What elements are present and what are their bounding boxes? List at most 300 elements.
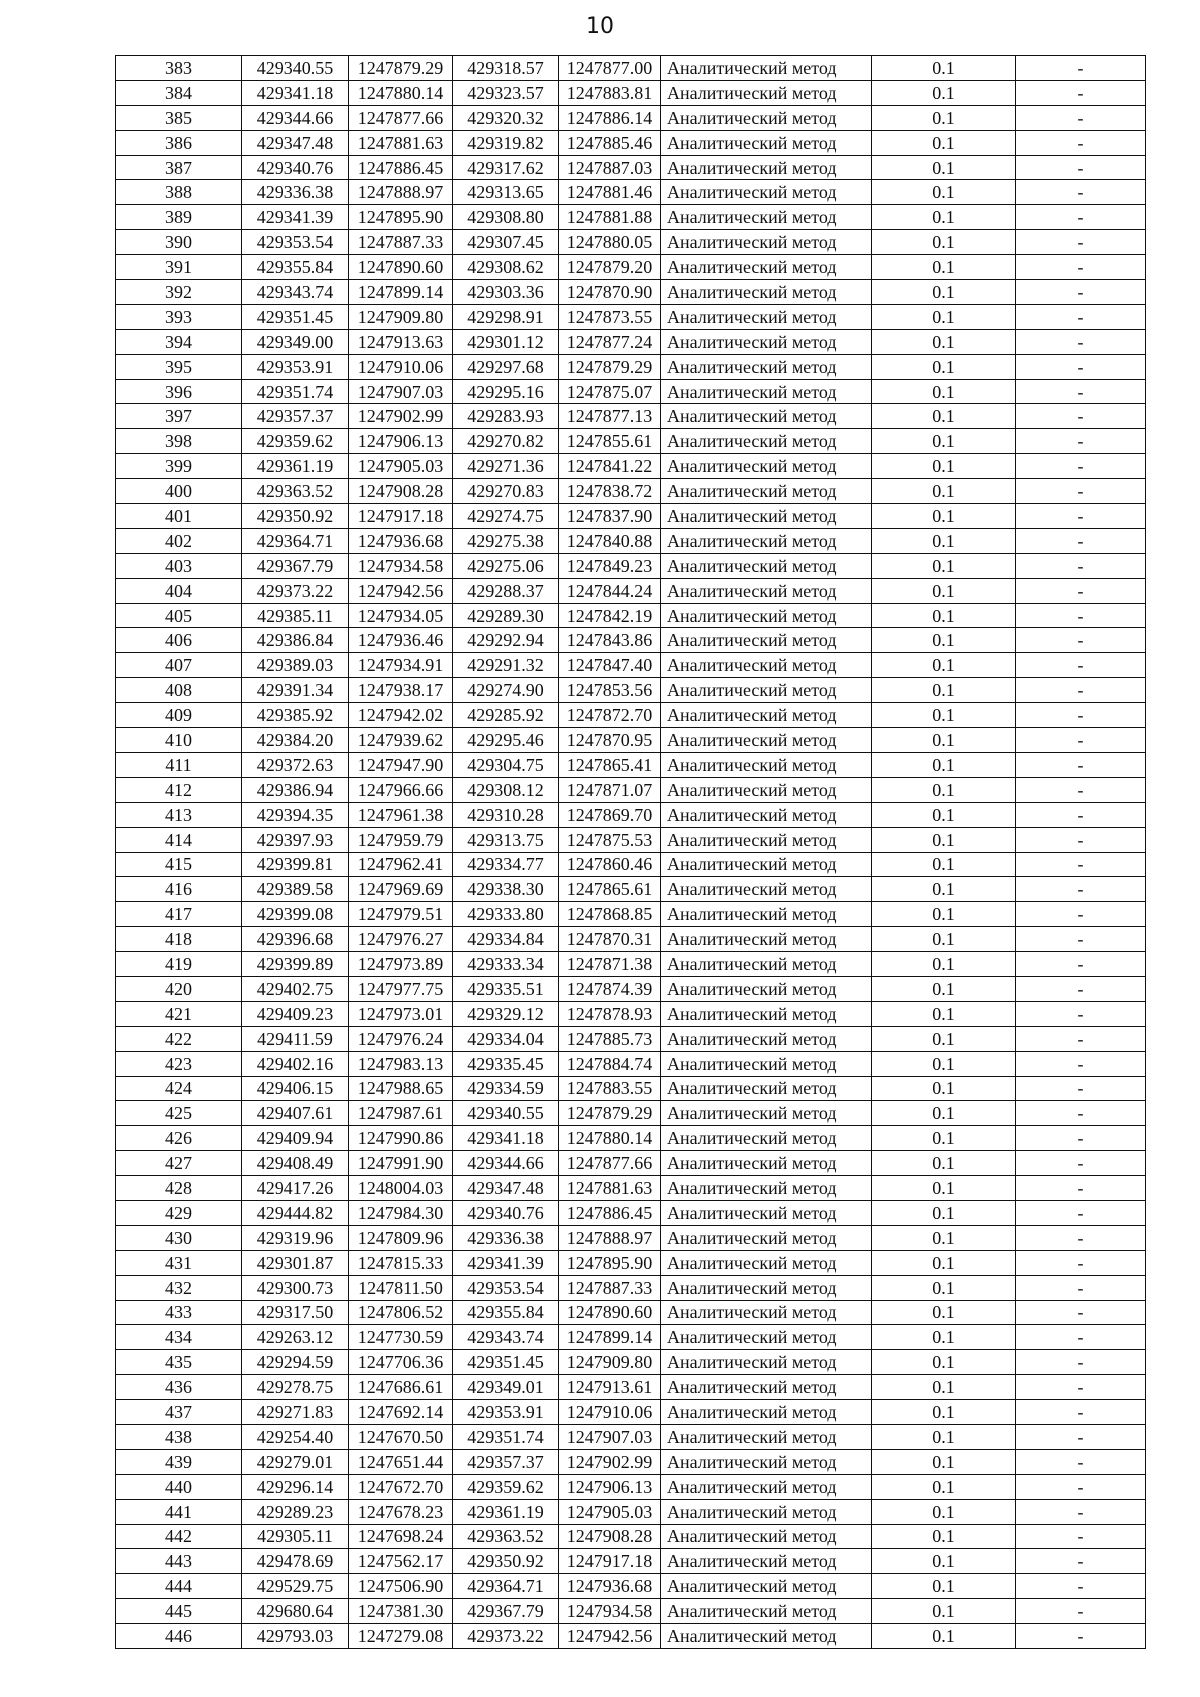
note-cell: -: [1016, 1574, 1146, 1599]
method-cell: Аналитический метод: [661, 1350, 872, 1375]
note-cell: -: [1016, 1524, 1146, 1549]
y1-cell: 1247706.36: [349, 1350, 453, 1375]
x2-cell: 429270.82: [453, 429, 559, 454]
x2-cell: 429361.19: [453, 1499, 559, 1524]
x1-cell: 429407.61: [242, 1101, 349, 1126]
y2-cell: 1247883.81: [559, 80, 661, 105]
y2-cell: 1247886.14: [559, 105, 661, 130]
accuracy-cell: 0.1: [872, 728, 1016, 753]
x1-cell: 429386.94: [242, 777, 349, 802]
x2-cell: 429288.37: [453, 578, 559, 603]
y2-cell: 1247881.63: [559, 1176, 661, 1201]
y2-cell: 1247908.28: [559, 1524, 661, 1549]
table-row: [116, 429, 1146, 454]
accuracy-cell: 0.1: [872, 1400, 1016, 1425]
accuracy-cell: 0.1: [872, 230, 1016, 255]
point-number-cell: 445: [116, 1599, 242, 1624]
x1-cell: 429336.38: [242, 180, 349, 205]
method-cell: Аналитический метод: [661, 1076, 872, 1101]
x2-cell: 429329.12: [453, 1001, 559, 1026]
note-cell: -: [1016, 1126, 1146, 1151]
accuracy-cell: 0.1: [872, 1325, 1016, 1350]
y2-cell: 1247870.95: [559, 728, 661, 753]
method-cell: Аналитический метод: [661, 1375, 872, 1400]
accuracy-cell: 0.1: [872, 1499, 1016, 1524]
point-number-cell: 425: [116, 1101, 242, 1126]
point-number-cell: 404: [116, 578, 242, 603]
y1-cell: 1247983.13: [349, 1051, 453, 1076]
y1-cell: 1247907.03: [349, 379, 453, 404]
point-number-cell: 439: [116, 1449, 242, 1474]
y1-cell: 1247913.63: [349, 329, 453, 354]
y2-cell: 1247913.61: [559, 1375, 661, 1400]
accuracy-cell: 0.1: [872, 155, 1016, 180]
y2-cell: 1247868.85: [559, 902, 661, 927]
accuracy-cell: 0.1: [872, 130, 1016, 155]
x2-cell: 429349.01: [453, 1375, 559, 1400]
method-cell: Аналитический метод: [661, 304, 872, 329]
point-number-cell: 388: [116, 180, 242, 205]
note-cell: -: [1016, 230, 1146, 255]
x2-cell: 429270.83: [453, 479, 559, 504]
x1-cell: 429294.59: [242, 1350, 349, 1375]
method-cell: Аналитический метод: [661, 1300, 872, 1325]
x2-cell: 429341.18: [453, 1126, 559, 1151]
x2-cell: 429357.37: [453, 1449, 559, 1474]
x2-cell: 429275.38: [453, 528, 559, 553]
accuracy-cell: 0.1: [872, 404, 1016, 429]
x2-cell: 429323.57: [453, 80, 559, 105]
note-cell: -: [1016, 1151, 1146, 1176]
y1-cell: 1247815.33: [349, 1250, 453, 1275]
note-cell: -: [1016, 1474, 1146, 1499]
point-number-cell: 391: [116, 255, 242, 280]
table-row: [116, 1275, 1146, 1300]
table-row: [116, 1151, 1146, 1176]
note-cell: -: [1016, 1599, 1146, 1624]
x1-cell: 429341.18: [242, 80, 349, 105]
note-cell: -: [1016, 852, 1146, 877]
y1-cell: 1247902.99: [349, 404, 453, 429]
y2-cell: 1247883.55: [559, 1076, 661, 1101]
method-cell: Аналитический метод: [661, 976, 872, 1001]
note-cell: -: [1016, 379, 1146, 404]
y2-cell: 1247870.90: [559, 280, 661, 305]
x2-cell: 429313.75: [453, 827, 559, 852]
y1-cell: 1247973.01: [349, 1001, 453, 1026]
note-cell: -: [1016, 280, 1146, 305]
x2-cell: 429347.48: [453, 1176, 559, 1201]
method-cell: Аналитический метод: [661, 777, 872, 802]
method-cell: Аналитический метод: [661, 902, 872, 927]
point-number-cell: 420: [116, 976, 242, 1001]
point-number-cell: 432: [116, 1275, 242, 1300]
method-cell: Аналитический метод: [661, 1549, 872, 1574]
y2-cell: 1247906.13: [559, 1474, 661, 1499]
x1-cell: 429411.59: [242, 1026, 349, 1051]
point-number-cell: 406: [116, 628, 242, 653]
x1-cell: 429406.15: [242, 1076, 349, 1101]
note-cell: -: [1016, 429, 1146, 454]
table-row: [116, 329, 1146, 354]
point-number-cell: 397: [116, 404, 242, 429]
point-number-cell: 423: [116, 1051, 242, 1076]
method-cell: Аналитический метод: [661, 1574, 872, 1599]
y2-cell: 1247878.93: [559, 1001, 661, 1026]
x2-cell: 429355.84: [453, 1300, 559, 1325]
x2-cell: 429271.36: [453, 454, 559, 479]
accuracy-cell: 0.1: [872, 304, 1016, 329]
y1-cell: 1248004.03: [349, 1176, 453, 1201]
accuracy-cell: 0.1: [872, 1051, 1016, 1076]
method-cell: Аналитический метод: [661, 404, 872, 429]
method-cell: Аналитический метод: [661, 454, 872, 479]
y2-cell: 1247934.58: [559, 1599, 661, 1624]
table-row: [116, 255, 1146, 280]
x2-cell: 429351.45: [453, 1350, 559, 1375]
y2-cell: 1247885.46: [559, 130, 661, 155]
accuracy-cell: 0.1: [872, 802, 1016, 827]
x2-cell: 429334.59: [453, 1076, 559, 1101]
y2-cell: 1247875.07: [559, 379, 661, 404]
y1-cell: 1247887.33: [349, 230, 453, 255]
accuracy-cell: 0.1: [872, 1449, 1016, 1474]
y1-cell: 1247942.02: [349, 703, 453, 728]
table-row: [116, 927, 1146, 952]
x2-cell: 429285.92: [453, 703, 559, 728]
x1-cell: 429350.92: [242, 504, 349, 529]
accuracy-cell: 0.1: [872, 56, 1016, 81]
table-row: [116, 628, 1146, 653]
x2-cell: 429338.30: [453, 877, 559, 902]
point-number-cell: 411: [116, 752, 242, 777]
y2-cell: 1247842.19: [559, 603, 661, 628]
method-cell: Аналитический метод: [661, 1200, 872, 1225]
accuracy-cell: 0.1: [872, 1474, 1016, 1499]
y1-cell: 1247908.28: [349, 479, 453, 504]
x2-cell: 429335.45: [453, 1051, 559, 1076]
x1-cell: 429300.73: [242, 1275, 349, 1300]
y2-cell: 1247877.24: [559, 329, 661, 354]
y2-cell: 1247887.33: [559, 1275, 661, 1300]
x1-cell: 429389.58: [242, 877, 349, 902]
x1-cell: 429340.76: [242, 155, 349, 180]
point-number-cell: 417: [116, 902, 242, 927]
x2-cell: 429341.39: [453, 1250, 559, 1275]
y2-cell: 1247880.14: [559, 1126, 661, 1151]
y1-cell: 1247678.23: [349, 1499, 453, 1524]
note-cell: -: [1016, 976, 1146, 1001]
x2-cell: 429359.62: [453, 1474, 559, 1499]
table-row: [116, 1076, 1146, 1101]
x2-cell: 429289.30: [453, 603, 559, 628]
point-number-cell: 402: [116, 528, 242, 553]
note-cell: -: [1016, 130, 1146, 155]
x2-cell: 429343.74: [453, 1325, 559, 1350]
x2-cell: 429295.16: [453, 379, 559, 404]
y1-cell: 1247977.75: [349, 976, 453, 1001]
x1-cell: 429680.64: [242, 1599, 349, 1624]
y1-cell: 1247961.38: [349, 802, 453, 827]
table-row: [116, 752, 1146, 777]
y1-cell: 1247886.45: [349, 155, 453, 180]
table-row: [116, 80, 1146, 105]
accuracy-cell: 0.1: [872, 528, 1016, 553]
point-number-cell: 440: [116, 1474, 242, 1499]
method-cell: Аналитический метод: [661, 379, 872, 404]
accuracy-cell: 0.1: [872, 1200, 1016, 1225]
point-number-cell: 438: [116, 1424, 242, 1449]
accuracy-cell: 0.1: [872, 180, 1016, 205]
note-cell: -: [1016, 603, 1146, 628]
y2-cell: 1247909.80: [559, 1350, 661, 1375]
note-cell: -: [1016, 877, 1146, 902]
point-number-cell: 409: [116, 703, 242, 728]
note-cell: -: [1016, 404, 1146, 429]
accuracy-cell: 0.1: [872, 703, 1016, 728]
y2-cell: 1247847.40: [559, 653, 661, 678]
table-row: [116, 1624, 1146, 1649]
point-number-cell: 408: [116, 678, 242, 703]
table-row: [116, 1300, 1146, 1325]
table-row: [116, 1001, 1146, 1026]
table-row: [116, 180, 1146, 205]
x1-cell: 429357.37: [242, 404, 349, 429]
accuracy-cell: 0.1: [872, 1250, 1016, 1275]
table-row: [116, 802, 1146, 827]
x2-cell: 429364.71: [453, 1574, 559, 1599]
note-cell: -: [1016, 1275, 1146, 1300]
point-number-cell: 407: [116, 653, 242, 678]
x2-cell: 429351.74: [453, 1424, 559, 1449]
point-number-cell: 405: [116, 603, 242, 628]
x1-cell: 429271.83: [242, 1400, 349, 1425]
method-cell: Аналитический метод: [661, 1325, 872, 1350]
method-cell: Аналитический метод: [661, 1599, 872, 1624]
point-number-cell: 387: [116, 155, 242, 180]
y1-cell: 1247936.68: [349, 528, 453, 553]
note-cell: -: [1016, 105, 1146, 130]
method-cell: Аналитический метод: [661, 180, 872, 205]
table-row: [116, 578, 1146, 603]
method-cell: Аналитический метод: [661, 752, 872, 777]
x1-cell: 429391.34: [242, 678, 349, 703]
table-row: [116, 56, 1146, 81]
note-cell: -: [1016, 479, 1146, 504]
note-cell: -: [1016, 1350, 1146, 1375]
y1-cell: 1247909.80: [349, 304, 453, 329]
method-cell: Аналитический метод: [661, 280, 872, 305]
method-cell: Аналитический метод: [661, 653, 872, 678]
y1-cell: 1247888.97: [349, 180, 453, 205]
x1-cell: 429279.01: [242, 1449, 349, 1474]
point-number-cell: 444: [116, 1574, 242, 1599]
y1-cell: 1247910.06: [349, 354, 453, 379]
x2-cell: 429308.12: [453, 777, 559, 802]
accuracy-cell: 0.1: [872, 105, 1016, 130]
table-row: [116, 1400, 1146, 1425]
y2-cell: 1247879.29: [559, 354, 661, 379]
method-cell: Аналитический метод: [661, 877, 872, 902]
note-cell: -: [1016, 304, 1146, 329]
accuracy-cell: 0.1: [872, 927, 1016, 952]
y1-cell: 1247672.70: [349, 1474, 453, 1499]
table-row: [116, 1549, 1146, 1574]
y2-cell: 1247870.31: [559, 927, 661, 952]
y2-cell: 1247849.23: [559, 553, 661, 578]
accuracy-cell: 0.1: [872, 827, 1016, 852]
y2-cell: 1247887.03: [559, 155, 661, 180]
note-cell: -: [1016, 752, 1146, 777]
y2-cell: 1247872.70: [559, 703, 661, 728]
accuracy-cell: 0.1: [872, 1026, 1016, 1051]
point-number-cell: 414: [116, 827, 242, 852]
method-cell: Аналитический метод: [661, 230, 872, 255]
x2-cell: 429336.38: [453, 1225, 559, 1250]
point-number-cell: 395: [116, 354, 242, 379]
table-row: [116, 1524, 1146, 1549]
accuracy-cell: 0.1: [872, 1350, 1016, 1375]
note-cell: -: [1016, 155, 1146, 180]
note-cell: -: [1016, 1076, 1146, 1101]
y1-cell: 1247988.65: [349, 1076, 453, 1101]
method-cell: Аналитический метод: [661, 56, 872, 81]
method-cell: Аналитический метод: [661, 728, 872, 753]
table-row: [116, 1474, 1146, 1499]
x1-cell: 429347.48: [242, 130, 349, 155]
x1-cell: 429278.75: [242, 1375, 349, 1400]
y1-cell: 1247959.79: [349, 827, 453, 852]
x1-cell: 429397.93: [242, 827, 349, 852]
method-cell: Аналитический метод: [661, 952, 872, 977]
point-number-cell: 421: [116, 1001, 242, 1026]
note-cell: -: [1016, 528, 1146, 553]
y1-cell: 1247698.24: [349, 1524, 453, 1549]
y1-cell: 1247938.17: [349, 678, 453, 703]
method-cell: Аналитический метод: [661, 1474, 872, 1499]
y2-cell: 1247874.39: [559, 976, 661, 1001]
x1-cell: 429402.75: [242, 976, 349, 1001]
method-cell: Аналитический метод: [661, 1051, 872, 1076]
accuracy-cell: 0.1: [872, 454, 1016, 479]
point-number-cell: 441: [116, 1499, 242, 1524]
table-row: [116, 1599, 1146, 1624]
note-cell: -: [1016, 1001, 1146, 1026]
point-number-cell: 418: [116, 927, 242, 952]
y1-cell: 1247984.30: [349, 1200, 453, 1225]
note-cell: -: [1016, 354, 1146, 379]
table-row: [116, 504, 1146, 529]
point-number-cell: 436: [116, 1375, 242, 1400]
accuracy-cell: 0.1: [872, 205, 1016, 230]
y1-cell: 1247936.46: [349, 628, 453, 653]
note-cell: -: [1016, 56, 1146, 81]
table-row: [116, 404, 1146, 429]
y1-cell: 1247651.44: [349, 1449, 453, 1474]
note-cell: -: [1016, 678, 1146, 703]
table-row: [116, 553, 1146, 578]
note-cell: -: [1016, 553, 1146, 578]
x1-cell: 429319.96: [242, 1225, 349, 1250]
x1-cell: 429317.50: [242, 1300, 349, 1325]
point-number-cell: 399: [116, 454, 242, 479]
x1-cell: 429254.40: [242, 1424, 349, 1449]
y2-cell: 1247905.03: [559, 1499, 661, 1524]
note-cell: -: [1016, 578, 1146, 603]
y1-cell: 1247562.17: [349, 1549, 453, 1574]
x1-cell: 429372.63: [242, 752, 349, 777]
x1-cell: 429367.79: [242, 553, 349, 578]
accuracy-cell: 0.1: [872, 1300, 1016, 1325]
x2-cell: 429319.82: [453, 130, 559, 155]
y1-cell: 1247879.29: [349, 56, 453, 81]
x1-cell: 429289.23: [242, 1499, 349, 1524]
y2-cell: 1247902.99: [559, 1449, 661, 1474]
y2-cell: 1247865.61: [559, 877, 661, 902]
y1-cell: 1247990.86: [349, 1126, 453, 1151]
x2-cell: 429301.12: [453, 329, 559, 354]
note-cell: -: [1016, 1499, 1146, 1524]
note-cell: -: [1016, 1300, 1146, 1325]
y1-cell: 1247947.90: [349, 752, 453, 777]
table-row: [116, 1225, 1146, 1250]
x2-cell: 429304.75: [453, 752, 559, 777]
y2-cell: 1247879.20: [559, 255, 661, 280]
note-cell: -: [1016, 827, 1146, 852]
note-cell: -: [1016, 927, 1146, 952]
x1-cell: 429263.12: [242, 1325, 349, 1350]
point-number-cell: 442: [116, 1524, 242, 1549]
method-cell: Аналитический метод: [661, 927, 872, 952]
x2-cell: 429313.65: [453, 180, 559, 205]
table-row: [116, 976, 1146, 1001]
method-cell: Аналитический метод: [661, 1225, 872, 1250]
table-row: [116, 827, 1146, 852]
y1-cell: 1247966.66: [349, 777, 453, 802]
accuracy-cell: 0.1: [872, 578, 1016, 603]
y1-cell: 1247806.52: [349, 1300, 453, 1325]
x1-cell: 429408.49: [242, 1151, 349, 1176]
accuracy-cell: 0.1: [872, 280, 1016, 305]
y2-cell: 1247890.60: [559, 1300, 661, 1325]
y1-cell: 1247942.56: [349, 578, 453, 603]
point-number-cell: 415: [116, 852, 242, 877]
note-cell: -: [1016, 1424, 1146, 1449]
accuracy-cell: 0.1: [872, 1424, 1016, 1449]
point-number-cell: 429: [116, 1200, 242, 1225]
y1-cell: 1247987.61: [349, 1101, 453, 1126]
y2-cell: 1247869.70: [559, 802, 661, 827]
method-cell: Аналитический метод: [661, 852, 872, 877]
y1-cell: 1247934.58: [349, 553, 453, 578]
x1-cell: 429296.14: [242, 1474, 349, 1499]
x2-cell: 429367.79: [453, 1599, 559, 1624]
y2-cell: 1247838.72: [559, 479, 661, 504]
x1-cell: 429399.81: [242, 852, 349, 877]
accuracy-cell: 0.1: [872, 429, 1016, 454]
method-cell: Аналитический метод: [661, 1499, 872, 1524]
accuracy-cell: 0.1: [872, 777, 1016, 802]
table-row: [116, 280, 1146, 305]
x1-cell: 429399.08: [242, 902, 349, 927]
point-number-cell: 443: [116, 1549, 242, 1574]
y2-cell: 1247843.86: [559, 628, 661, 653]
method-cell: Аналитический метод: [661, 105, 872, 130]
note-cell: -: [1016, 1051, 1146, 1076]
point-number-cell: 431: [116, 1250, 242, 1275]
y2-cell: 1247885.73: [559, 1026, 661, 1051]
y2-cell: 1247880.05: [559, 230, 661, 255]
